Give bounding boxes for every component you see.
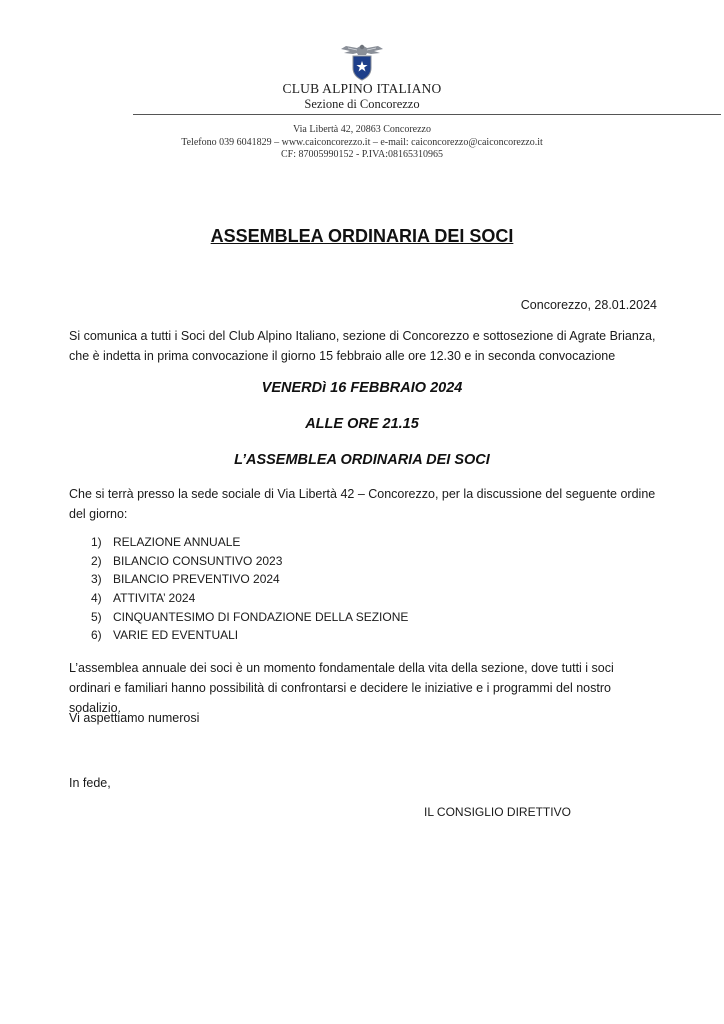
club-name: CLUB ALPINO ITALIANO: [282, 81, 442, 96]
agenda-item-text: ATTIVITA’ 2024: [113, 591, 196, 606]
letterhead-contacts: Telefono 039 6041829 – www.caiconcorezzo.it – e-mail: caiconcorezzo@caiconcorezzo.it: [181, 137, 543, 148]
greeting: Vi aspettiamo numerosi: [69, 711, 200, 725]
agenda-list: [91, 535, 408, 647]
agenda-item-number: 1): [91, 535, 102, 549]
agenda-item: [91, 610, 408, 629]
agenda-item: [91, 591, 408, 610]
agenda-item-text: RELAZIONE ANNUALE: [113, 535, 241, 549]
letterhead-divider: [133, 114, 721, 115]
cai-eagle-emblem-icon: [340, 42, 384, 82]
agenda-intro: Che si terrà presso la sede sociale di Via Libertà 42 – Concorezzo, per la discussione del seguente ordine del giorno:: [69, 487, 656, 521]
agenda-item: [91, 554, 408, 573]
agenda-item-text: BILANCIO CONSUNTIVO 2023: [113, 553, 283, 568]
place-date: Concorezzo, 28.01.2024: [520, 298, 657, 312]
sign-off: In fede,: [69, 776, 111, 790]
agenda-item-number: 4): [91, 591, 102, 606]
letterhead-fiscal: CF: 87005990152 - P.IVA:08165310965: [280, 149, 444, 160]
signatory: IL CONSIGLIO DIRETTIVO: [424, 805, 571, 819]
agenda-item: [91, 628, 408, 647]
agenda-item-number: 5): [91, 609, 102, 624]
agenda-item-text: CINQUANTESIMO DI FONDAZIONE DELLA SEZIONE: [113, 609, 409, 624]
agenda-item-text: VARIE ED EVENTUALI: [113, 628, 239, 643]
document-title: ASSEMBLEA ORDINARIA DEI SOCI: [210, 226, 514, 246]
agenda-item: [91, 572, 408, 591]
time-heading: ALLE ORE 21.15: [305, 416, 419, 432]
agenda-item-number: 3): [91, 572, 102, 587]
intro-paragraph: Si comunica a tutti i Soci del Club Alpino Italiano, sezione di Concorezzo e sottosezione di Agrate Brianza, che è indetta in prima convocazione il giorno 15 febbraio alle ore 12.30 e in seconda convocazione: [69, 329, 656, 363]
letterhead-address: Via Libertà 42, 20863 Concorezzo: [293, 124, 431, 135]
agenda-item-number: 2): [91, 553, 102, 568]
agenda-item: [91, 535, 408, 554]
agenda-item-text: BILANCIO PREVENTIVO 2024: [113, 572, 280, 587]
closing-paragraph: L’assemblea annuale dei soci è un momento fondamentale della vita della sezione, dove tutti i soci ordinari e familiari hanno possibilità di confrontarsi e decidere le iniziative e i programmi del nostro sodalizio.: [69, 661, 614, 715]
event-heading: L’ASSEMBLEA ORDINARIA DEI SOCI: [234, 452, 490, 468]
date-heading: VENERDì 16 FEBBRAIO 2024: [261, 380, 463, 396]
section-name: Sezione di Concorezzo: [304, 97, 420, 111]
agenda-item-number: 6): [91, 628, 102, 643]
